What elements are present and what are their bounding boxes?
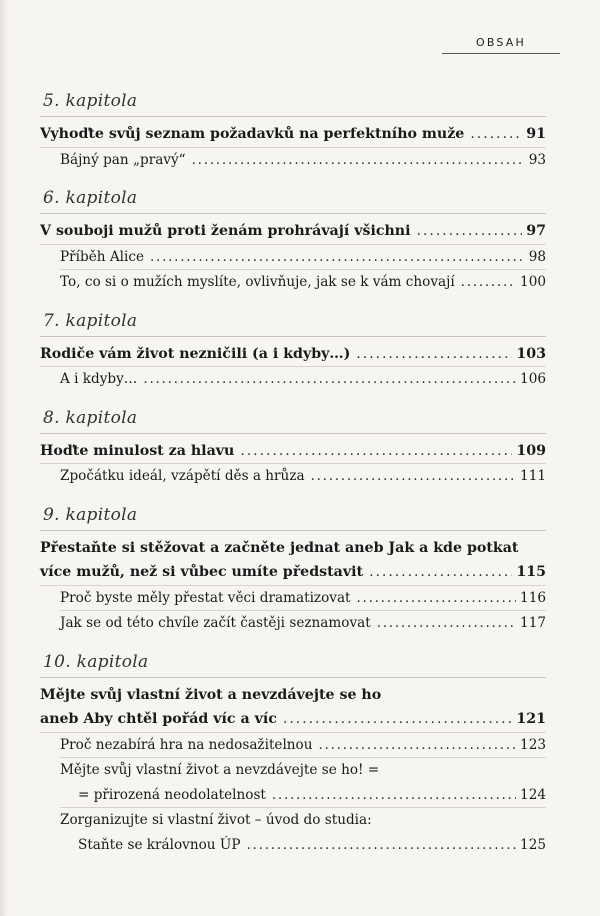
toc-page-number: 109 bbox=[516, 442, 546, 459]
toc-entry-text: Proč nezabírá hra na nedosažitelnou bbox=[60, 736, 313, 753]
toc-subentry bbox=[40, 586, 546, 611]
toc-entry-text: Mějte svůj vlastní život a nevzdávejte se ho bbox=[40, 686, 382, 703]
toc-page-number: 124 bbox=[520, 786, 546, 803]
toc-subentry bbox=[40, 245, 546, 270]
toc-entry-text: aneb Aby chtěl pořád víc a víc bbox=[40, 711, 277, 727]
toc-leader-dots bbox=[240, 439, 512, 464]
chapter-label: 6. kapitola bbox=[43, 188, 138, 208]
chapter-divider bbox=[40, 530, 546, 531]
toc-leader-dots bbox=[143, 367, 516, 392]
chapter-label: 10. kapitola bbox=[43, 651, 149, 672]
running-header-rule bbox=[442, 53, 560, 54]
toc-leader-dots bbox=[192, 148, 525, 173]
chapter-divider bbox=[40, 213, 546, 214]
toc-chapter-title bbox=[40, 342, 546, 367]
table-of-contents bbox=[40, 88, 546, 870]
toc-entry-text: V souboji mužů proti ženám prohrávají všichni bbox=[40, 223, 411, 239]
toc-leader-dots bbox=[461, 270, 516, 295]
toc-entry-text: Zpočátku ideál, vzápětí děs a hrůza bbox=[60, 468, 305, 484]
toc-entry-text: Vyhoďte svůj seznam požadavků na perfektního muže bbox=[40, 126, 465, 142]
toc-leader-dots bbox=[470, 122, 522, 147]
chapter-section bbox=[40, 649, 546, 858]
toc-entry-text: Jak se od této chvíle začít častěji seznamovat bbox=[60, 615, 371, 631]
toc-leader-dots bbox=[150, 245, 525, 270]
toc-chapter-title bbox=[40, 536, 546, 561]
toc-page-number: 125 bbox=[520, 836, 546, 853]
toc-leader-dots bbox=[319, 733, 517, 758]
toc-subentry bbox=[40, 270, 546, 295]
chapter-label: 5. kapitola bbox=[43, 91, 138, 111]
toc-leader-dots bbox=[246, 833, 516, 858]
toc-entry-text: více mužů, než si vůbec umíte představit bbox=[40, 564, 364, 580]
toc-leader-dots bbox=[417, 219, 523, 244]
toc-page-number: 106 bbox=[520, 371, 546, 387]
toc-chapter-title bbox=[40, 219, 546, 244]
toc-page-number: 91 bbox=[526, 126, 546, 142]
chapter-divider bbox=[40, 433, 546, 434]
toc-page-number: 123 bbox=[520, 736, 546, 753]
running-header bbox=[442, 36, 560, 54]
toc-leader-dots bbox=[272, 783, 516, 808]
running-header-title: OBSAH bbox=[476, 36, 526, 49]
toc-chapter-title bbox=[40, 560, 546, 585]
toc-entry-text: A i kdyby… bbox=[60, 371, 138, 387]
toc-entry-text: Přestaňte si stěžovat a začněte jednat aneb Jak a kde potkat bbox=[40, 539, 519, 556]
toc-leader-dots bbox=[356, 342, 512, 367]
toc-page-number: 116 bbox=[520, 589, 546, 606]
toc-entry-text: = přirozená neodolatelnost bbox=[78, 786, 266, 803]
toc-page-number: 97 bbox=[526, 223, 546, 239]
toc-leader-dots bbox=[311, 464, 516, 489]
toc-page-number: 98 bbox=[528, 248, 546, 265]
toc-entry-text: Proč byste měly přestat věci dramatizovat bbox=[60, 589, 351, 606]
toc-page-number: 93 bbox=[528, 151, 546, 168]
toc-page-number: 111 bbox=[520, 468, 546, 484]
chapter-label: 7. kapitola bbox=[43, 310, 138, 331]
toc-entry-text: Staňte se královnou ÚP bbox=[78, 836, 241, 853]
toc-entry-text: Příběh Alice bbox=[60, 248, 144, 265]
toc-leader-dots bbox=[369, 560, 512, 585]
toc-page-number: 103 bbox=[516, 345, 546, 362]
toc-subentry bbox=[40, 808, 546, 833]
toc-leader-dots bbox=[357, 586, 517, 611]
toc-leader-dots bbox=[283, 707, 512, 732]
chapter-label: 8. kapitola bbox=[43, 407, 138, 428]
toc-leader-dots bbox=[377, 611, 516, 636]
chapter-section bbox=[40, 405, 546, 489]
toc-entry-text: Zorganizujte si vlastní život – úvod do studia: bbox=[60, 812, 372, 828]
toc-subentry bbox=[40, 758, 546, 783]
chapter-section bbox=[40, 185, 546, 295]
toc-page-number: 115 bbox=[516, 564, 546, 580]
toc-entry-text: Mějte svůj vlastní život a nevzdávejte se ho! = bbox=[60, 762, 380, 778]
toc-page-number: 100 bbox=[520, 274, 546, 290]
toc-page-number: 117 bbox=[520, 615, 546, 631]
toc-subentry bbox=[40, 833, 546, 858]
toc-page-number: 121 bbox=[516, 711, 546, 727]
chapter-divider bbox=[40, 116, 546, 117]
toc-subentry bbox=[40, 611, 546, 636]
chapter-label: 9. kapitola bbox=[43, 504, 138, 525]
toc-subentry bbox=[40, 148, 546, 173]
chapter-divider bbox=[40, 677, 546, 678]
toc-chapter-title bbox=[40, 683, 546, 708]
toc-chapter-title bbox=[40, 439, 546, 464]
chapter-section bbox=[40, 88, 546, 172]
page-edge-shadow bbox=[0, 0, 8, 916]
toc-entry-text: Rodiče vám život nezničili (a i kdyby…) bbox=[40, 345, 351, 362]
chapter-divider bbox=[40, 336, 546, 337]
toc-subentry bbox=[40, 464, 546, 489]
toc-subentry bbox=[40, 733, 546, 758]
toc-subentry bbox=[40, 367, 546, 392]
chapter-section bbox=[40, 308, 546, 392]
chapter-section bbox=[40, 502, 546, 636]
toc-chapter-title bbox=[40, 707, 546, 732]
toc-entry-text: Bájný pan „pravý“ bbox=[60, 151, 186, 168]
toc-entry-text: To, co si o mužích myslíte, ovlivňuje, jak se k vám chovají bbox=[60, 274, 455, 290]
toc-entry-text: Hoďte minulost za hlavu bbox=[40, 442, 235, 459]
toc-subentry bbox=[40, 783, 546, 808]
toc-chapter-title bbox=[40, 122, 546, 147]
